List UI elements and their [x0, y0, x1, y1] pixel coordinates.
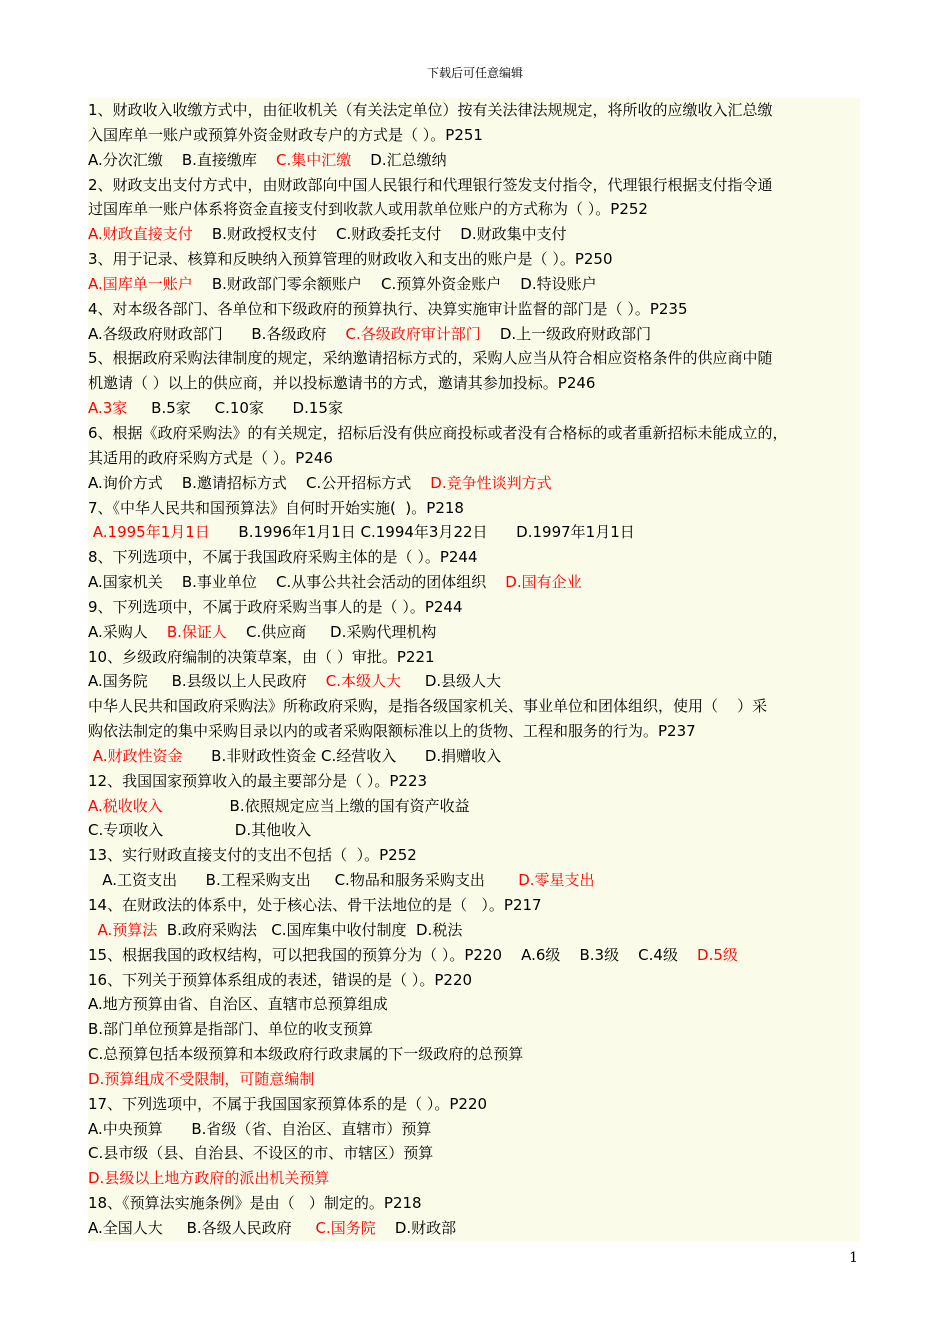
text-segment: D.财政部 [375, 1218, 457, 1237]
text-segment: 15、根据我国的政权结构，可以把我国的预算分为（ ）。P220 A.6级 B.3级 C.4级 [88, 945, 698, 964]
text-segment: D.县级人大 [401, 672, 502, 691]
text-segment: B.1996年1月1日 C.1994年3月22日 D.1997年1月1日 [209, 523, 635, 542]
text-segment: C.专项收入 D.其他收入 [88, 821, 312, 840]
text-line [88, 297, 860, 322]
text-line [88, 421, 860, 446]
answer-highlight: A.国库单一账户 [88, 274, 193, 293]
text-segment: B.依照规定应当上缴的国有资产收益 [162, 796, 470, 815]
answer-highlight: A.财政直接支付 [88, 225, 193, 244]
text-segment: A.分次汇缴 B.直接缴库 [88, 150, 276, 169]
text-line [88, 173, 860, 198]
text-segment: 7、《中华人民共和国预算法》自何时开始实施( )。P218 [88, 498, 464, 517]
page-header: 下载后可任意编辑 [426, 66, 523, 80]
page-number: 1 [849, 1250, 858, 1266]
text-line [88, 471, 860, 496]
text-segment: B.财政部门零余额账户 C.预算外资金账户 D.特设账户 [192, 274, 597, 293]
answer-highlight: C.集中汇缴 [275, 150, 352, 169]
text-line [88, 918, 860, 943]
text-line [88, 98, 860, 123]
text-line [88, 148, 860, 173]
text-line [88, 123, 860, 148]
answer-highlight: A.1995年1月1日 [92, 523, 210, 542]
text-line [88, 1092, 860, 1117]
text-segment: D.上一级政府财政部门 [480, 324, 652, 343]
text-segment: 1、财政收入收缴方式中，由征收机关（有关法定单位）按有关法律法规规定，将所收的应缴收入汇总缴 [88, 101, 773, 119]
text-line [88, 893, 860, 918]
text-segment: A.地方预算由省、自治区、直辖市总预算组成 [88, 995, 388, 1014]
text-line [88, 943, 860, 968]
text-segment: 8、下列选项中，不属于我国政府采购主体的是（ ）。P244 [88, 548, 478, 567]
answer-highlight: A.税收收入 [88, 796, 163, 815]
answer-highlight: D.国有企业 [505, 573, 582, 592]
answer-highlight: D.零星支出 [518, 871, 595, 890]
text-line [88, 222, 860, 247]
text-line [88, 1141, 860, 1166]
text-segment: C.总预算包括本级预算和本级政府行政隶属的下一级政府的总预算 [88, 1045, 524, 1064]
text-line [88, 396, 860, 421]
text-segment: 18、《预算法实施条例》是由（ ）制定的。P218 [88, 1194, 422, 1213]
text-segment: B.5家 C.10家 D.15家 [127, 399, 343, 418]
text-segment: C.供应商 D.采购代理机构 [226, 622, 437, 641]
text-segment: B.财政授权支付 C.财政委托支付 D.财政集中支付 [192, 225, 567, 244]
text-line [88, 744, 860, 769]
text-line [88, 570, 860, 595]
text-segment: A.采购人 [88, 622, 167, 641]
document-body [88, 98, 860, 1241]
text-segment [88, 921, 98, 939]
text-line [88, 595, 860, 620]
text-segment: D.汇总缴纳 [351, 150, 447, 169]
text-line [88, 371, 860, 396]
text-segment: A.工资支出 B.工程采购支出 C.物品和服务采购支出 [88, 871, 519, 890]
text-segment: 3、用于记录、核算和反映纳入预算管理的财政收入和支出的账户是（ ）。P250 [88, 250, 613, 269]
text-line [88, 322, 860, 347]
text-segment: B.非财政性资金 C.经营收入 D.捐赠收入 [182, 746, 502, 765]
text-line [88, 1166, 860, 1191]
text-segment: B.部门单位预算是指部门、单位的收支预算 [88, 1020, 374, 1039]
answer-highlight: A.财政性资金 [92, 746, 183, 765]
text-segment: 10、乡级政府编制的决策草案，由（ ）审批。P221 [88, 647, 435, 666]
text-line [88, 1216, 860, 1241]
text-line [88, 620, 860, 645]
text-segment: B.政府采购法 C.国库集中收付制度 D.税法 [157, 920, 463, 939]
text-segment: 入国库单一账户或预算外资金财政专户的方式是（ ）。P251 [88, 125, 483, 144]
text-segment: 16、下列关于预算体系组成的表述，错误的是（ ）。P220 [88, 970, 473, 989]
text-segment: 2、财政支出支付方式中，由财政部向中国人民银行和代理银行签发支付指令，代理银行根据支付指令通 [88, 175, 773, 194]
text-line [88, 968, 860, 993]
text-line [88, 446, 860, 471]
text-segment: 4、对本级各部门、各单位和下级政府的预算执行、决算实施审计监督的部门是（ ）。P235 [88, 299, 688, 318]
text-segment: 6、根据《政府采购法》的有关规定，招标后没有供应商投标或者没有合格标的或者重新招标未能成立的， [88, 423, 788, 442]
text-segment: 14、在财政法的体系中，处于核心法、骨干法地位的是（ ）。P217 [88, 896, 542, 914]
text-line [88, 1042, 860, 1067]
answer-highlight: C.各级政府审计部门 [345, 324, 481, 343]
answer-highlight: D.5级 [697, 945, 738, 964]
answer-highlight: D.预算组成不受限制，可随意编制 [88, 1069, 315, 1088]
text-segment: A.各级政府财政部门 B.各级政府 [88, 324, 346, 343]
text-line [88, 496, 860, 521]
text-segment: 5、根据政府采购法律制度的规定，采纳邀请招标方式的，采购人应当从符合相应资格条件的供应商中随 [88, 349, 773, 368]
text-line [88, 520, 860, 545]
answer-highlight: A.预算法 [97, 920, 158, 939]
text-segment: 机邀请（ ）以上的供应商，并以投标邀请书的方式，邀请其参加投标。P246 [88, 374, 596, 393]
text-line [88, 992, 860, 1017]
text-line [88, 694, 860, 719]
text-line [88, 868, 860, 893]
text-segment: A.全国人大 B.各级人民政府 [88, 1218, 316, 1237]
text-line [88, 247, 860, 272]
answer-highlight: C.国务院 [315, 1218, 376, 1237]
text-line [88, 197, 860, 222]
answer-highlight: A.3家 [88, 399, 128, 418]
text-segment: C.县市级（县、自治县、不设区的市、市辖区）预算 [88, 1144, 434, 1163]
text-segment: 其适用的政府采购方式是（ ）。P246 [88, 448, 333, 467]
text-line [88, 669, 860, 694]
text-line [88, 545, 860, 570]
text-line [88, 794, 860, 819]
text-line [88, 346, 860, 371]
text-segment: 过国库单一账户体系将资金直接支付到收款人或用款单位账户的方式称为（ ）。P252 [88, 200, 648, 219]
text-segment: 购依法制定的集中采购目录以内的或者采购限额标准以上的货物、工程和服务的行为。P237 [88, 722, 696, 741]
text-line [88, 769, 860, 794]
text-segment: A.国家机关 B.事业单位 C.从事公共社会活动的团体组织 [88, 573, 506, 592]
text-line [88, 1017, 860, 1042]
text-line [88, 1191, 860, 1216]
text-segment: 12、我国国家预算收入的最主要部分是（ ）。P223 [88, 771, 428, 790]
text-line [88, 272, 860, 297]
answer-highlight: D.县级以上地方政府的派出机关预算 [88, 1169, 330, 1188]
text-line [88, 1117, 860, 1142]
text-segment: A.中央预算 B.省级（省、自治区、直辖市）预算 [88, 1119, 432, 1138]
text-segment: A.询价方式 B.邀请招标方式 C.公开招标方式 [88, 473, 431, 492]
text-line [88, 645, 860, 670]
text-segment: 13、实行财政直接支付的支出不包括（ ）。P252 [88, 846, 417, 865]
text-line [88, 719, 860, 744]
answer-highlight: D.竞争性谈判方式 [430, 473, 552, 492]
text-segment: 中华人民共和国政府采购法》所称政府采购，是指各级国家机关、事业单位和团体组织，使用（ ）采 [88, 697, 768, 716]
text-line [88, 843, 860, 868]
answer-highlight: C.本级人大 [325, 672, 401, 691]
text-line [88, 1067, 860, 1092]
answer-highlight: B.保证人 [166, 622, 227, 641]
text-segment: 9、下列选项中，不属于政府采购当事人的是（ ）。P244 [88, 597, 463, 616]
text-segment: 17、下列选项中，不属于我国国家预算体系的是（ ）。P220 [88, 1094, 488, 1113]
text-line [88, 818, 860, 843]
text-segment: A.国务院 B.县级以上人民政府 [88, 672, 326, 691]
